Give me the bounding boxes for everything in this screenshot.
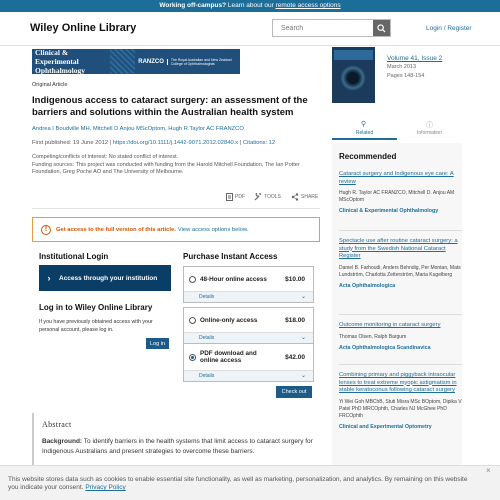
remote-access-link[interactable]: remote access options	[275, 2, 341, 9]
option-details-toggle[interactable]	[184, 370, 313, 381]
tools-label: TOOLS	[264, 194, 281, 200]
option-price: $18.00	[285, 316, 305, 324]
checkout-button[interactable]: Check out	[276, 386, 312, 398]
details-label: Details	[199, 294, 215, 300]
institution-button-label: Access through your institution	[59, 274, 158, 282]
background-label: Background:	[42, 438, 83, 445]
issue-month: March 2013	[387, 64, 417, 70]
recommended-journal[interactable]: Clinical & Experimental Ophthalmology	[339, 208, 439, 214]
journal-banner[interactable]	[32, 49, 240, 74]
recommended-link[interactable]: Cataract surgery and Indigenous eye care: A review	[339, 171, 454, 185]
recommended-journal[interactable]: Acta Ophthalmologica	[339, 282, 396, 289]
details-label: Details	[199, 335, 215, 341]
radio-pdf[interactable]	[189, 354, 196, 361]
wiley-login-description: If you have previously obtained access with your personal account, please log in.	[39, 319, 153, 333]
recommended-divider	[339, 230, 462, 231]
institutional-login-title: Institutional Login	[39, 252, 109, 261]
search-box	[272, 19, 391, 37]
option-price: $10.00	[285, 275, 305, 283]
tools-tool[interactable]	[254, 193, 281, 201]
log-in-button[interactable]: Log in	[146, 338, 169, 349]
article-toolbar	[0, 193, 320, 203]
college-name: The Royal Australian and New Zealand College of Ophthalmologists	[170, 57, 232, 66]
recommended-item	[339, 322, 462, 351]
recommended-divider	[339, 314, 462, 315]
first-published: First published: 19 June 2012	[32, 140, 109, 146]
institution-access-button[interactable]	[39, 265, 171, 291]
details-label: Details	[199, 373, 215, 379]
issue-pages: Pages 148-154	[387, 73, 425, 79]
pdf-tool[interactable]	[226, 193, 245, 201]
chevron-down-icon: ⌄	[300, 373, 306, 379]
journal-cover[interactable]	[332, 47, 375, 103]
privacy-policy-link[interactable]: Privacy Policy	[85, 484, 126, 491]
publication-info: First published: 19 June 2012 | https://doi.org/10.1111/j.1442-9071.2012.02840.x | Citations: 12	[32, 140, 276, 146]
citations-link[interactable]: Citations: 12	[242, 140, 276, 146]
cover-header	[334, 50, 373, 60]
recommended-item	[339, 238, 462, 289]
info-icon: !	[41, 225, 51, 235]
info-circle-icon: ⓘ	[426, 122, 433, 129]
cover-eye-image	[340, 65, 366, 91]
conflict-funding	[32, 154, 314, 177]
purchase-option-pdf[interactable]	[183, 343, 314, 382]
option-label: PDF download and online access	[200, 350, 257, 364]
off-campus-bar	[0, 0, 500, 12]
radio-48h[interactable]	[189, 276, 196, 283]
search-input[interactable]	[273, 20, 373, 36]
close-icon[interactable]: ×	[486, 466, 491, 475]
option-label: 48-Hour online access	[200, 275, 267, 283]
article-title: Indigenous access to cataract surgery: an assessment of the barriers and solutions within the Australian health system	[32, 95, 308, 118]
journal-banner-title: Clinical & Experimental Ophthalmology	[35, 48, 86, 75]
network-icon: ⚲	[361, 121, 367, 128]
pdf-icon	[226, 193, 233, 201]
recommended-journal[interactable]: Acta Ophthalmologica Scandinavica	[339, 344, 431, 351]
tab-related-label: Related	[355, 130, 374, 136]
recommended-authors: Daniel B. Farhoudi, Anders Behndig, Per Montan, Mats Lundström, Charlotta Zetterström, Maria Kugelberg	[339, 264, 461, 278]
access-notice-text: Get access to the full version of this article.	[56, 226, 176, 233]
option-price: $42.00	[285, 353, 305, 361]
arrow-right-icon: ›	[47, 273, 51, 283]
option-details-toggle[interactable]	[184, 291, 313, 302]
tab-related[interactable]	[332, 117, 397, 140]
tab-information-label: Information	[416, 130, 442, 136]
cookie-message: This website stores data such as cookies to enable essential site functionality, as well as marketing, personalization, and analytics. By remaining on this website you indicate your consent.	[8, 476, 468, 491]
background-text: To identify barriers in the health systems that limit access to cataract surgery for Indigenous Australians and present strategies to overcome these barriers.	[42, 438, 313, 455]
recommended-title: Recommended	[339, 152, 397, 161]
radio-online[interactable]	[189, 317, 196, 324]
recommended-item	[339, 171, 462, 214]
share-label: SHARE	[301, 194, 319, 200]
abstract-title: Abstract	[42, 420, 72, 429]
chevron-down-icon: ⌄	[300, 335, 306, 341]
search-icon	[377, 24, 386, 33]
purchase-title: Purchase Instant Access	[183, 252, 278, 261]
wrench-icon	[254, 193, 262, 201]
recommended-link[interactable]: Outcome monitoring in cataract surgery	[339, 322, 441, 328]
tab-information[interactable]	[397, 117, 462, 140]
recommended-item	[339, 372, 462, 430]
option-label: Online-only access	[200, 316, 258, 324]
access-notice	[32, 217, 320, 242]
toolbar-divider	[32, 208, 320, 209]
off-campus-text: Learn about our	[227, 2, 274, 9]
recommended-link[interactable]: Spectacle use after routine cataract surgery: a study from the Swedish National Cataract Register	[339, 238, 458, 259]
abstract-background	[42, 437, 314, 457]
recommended-authors: Hugh R. Taylor AC FRANZCO, Mitchell D. Anjou AM MScOptom	[339, 190, 455, 203]
recommended-authors: Yi Wei Goh MBChB, Stuti Misra MSc BOptom, Dipika V Patel PhD MRCOphth, Charles NJ McGhee PhD FRCOphth	[339, 398, 462, 419]
wiley-login-title: Log in to Wiley Online Library	[39, 303, 153, 312]
banner-pattern	[110, 49, 135, 74]
cookie-banner	[0, 465, 500, 500]
search-button[interactable]	[373, 20, 390, 36]
side-tabs	[332, 117, 462, 140]
option-details-toggle[interactable]	[184, 332, 313, 343]
recommended-divider	[339, 364, 462, 365]
purchase-option-online[interactable]	[183, 307, 314, 344]
funding-sources: Funding sources: This project was conducted with funding from the Harold Mitchell Foundation, The Ian Potter Foundation, Greg Poche AO and The University of Melbourne.	[32, 161, 300, 175]
cookie-text	[8, 476, 478, 492]
article-type: Original Article	[32, 82, 68, 88]
login-register-link[interactable]: Login / Register	[426, 25, 472, 32]
chevron-down-icon: ⌄	[300, 294, 306, 300]
recommended-authors: Thomas Olsen, Ralph Bargum	[339, 333, 407, 340]
ranzco-badge: RANZCO	[135, 59, 168, 65]
competing-interests: Competing/conflicts of interest: No stated conflict of interest.	[32, 154, 179, 160]
recommended-journal[interactable]: Clinical and Experimental Optometry	[339, 423, 432, 430]
doi-link[interactable]: https://doi.org/10.1111/j.1442-9071.2012.02840.x	[112, 140, 239, 146]
purchase-option-48h[interactable]	[183, 266, 314, 303]
off-campus-lead: Working off-campus?	[159, 2, 227, 9]
view-access-options-link[interactable]: View access options below.	[177, 226, 249, 233]
share-icon	[291, 193, 299, 201]
article-authors[interactable]: Andrea I Boudville MH, Mitchell D Anjou MScOptom, Hugh R Taylor AC FRANZCO	[32, 126, 244, 132]
pdf-label: PDF	[235, 194, 245, 200]
share-tool[interactable]	[291, 193, 318, 201]
wiley-logo[interactable]: Wiley Online Library	[30, 22, 137, 34]
site-header	[0, 12, 500, 46]
recommended-link[interactable]: Combining primary and piggyback intraocular lenses to treat extreme myopic astigmatism in stable keratoconus following cataract surgery	[339, 372, 457, 393]
issue-volume-link[interactable]: Volume 41, Issue 2	[387, 55, 443, 62]
